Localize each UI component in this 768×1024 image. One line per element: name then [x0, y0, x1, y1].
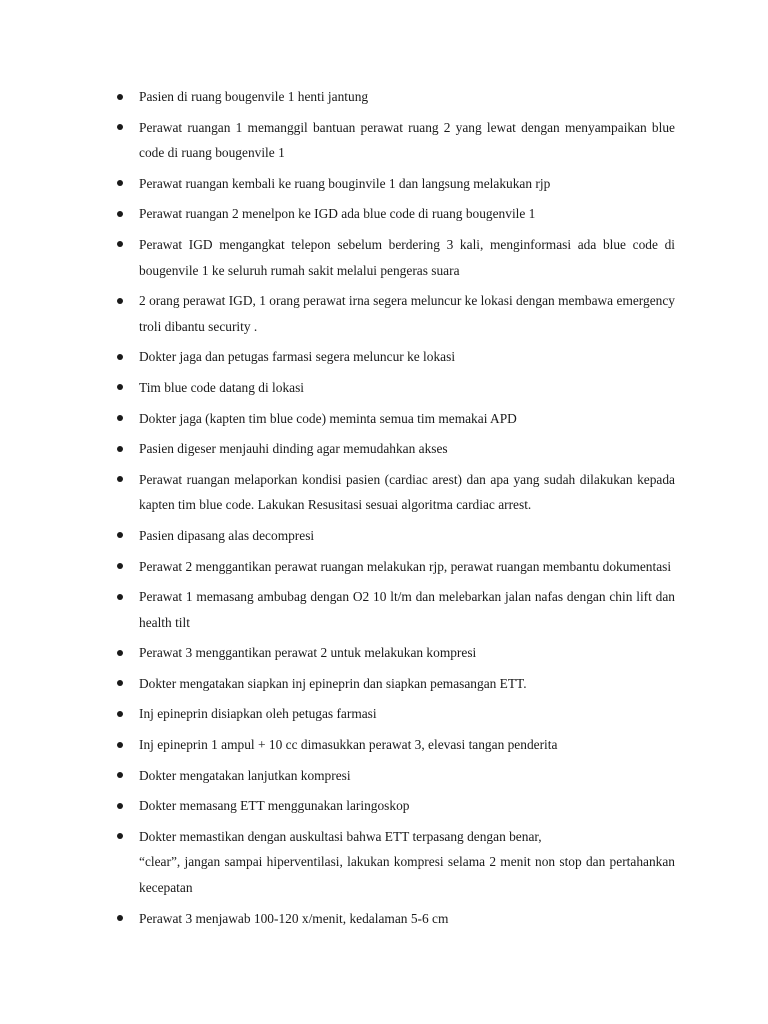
list-item-text: Dokter mengatakan siapkan inj epineprin dan siapkan pemasangan ETT.: [139, 675, 527, 691]
bullet-icon: [117, 354, 123, 360]
list-item: [117, 584, 675, 635]
list-item-text: Dokter mengatakan lanjutkan kompresi: [139, 767, 351, 783]
list-item-text: Dokter memastikan dengan auskultasi bahwa ETT terpasang dengan benar,: [139, 828, 542, 844]
list-item-text: Perawat 1 memasang ambubag dengan O2 10 lt/m dan melebarkan jalan nafas dengan chin lift dan health tilt: [139, 589, 675, 630]
list-item: [117, 115, 675, 166]
bullet-icon: [117, 563, 123, 569]
list-item-text: Perawat ruangan kembali ke ruang bouginvile 1 dan langsung melakukan rjp: [139, 175, 551, 191]
bullet-icon: [117, 180, 123, 186]
list-item: [117, 793, 675, 819]
bullet-list: [117, 84, 675, 936]
list-item-text: Perawat ruangan 1 memanggil bantuan perawat ruang 2 yang lewat dengan menyampaikan blue code di ruang bougenvile 1: [139, 119, 675, 161]
list-item: [117, 288, 675, 339]
list-item: [117, 701, 675, 727]
bullet-icon: [117, 124, 123, 130]
list-item-text: Dokter jaga (kapten tim blue code) meminta semua tim memakai APD: [139, 410, 517, 426]
list-item: [117, 640, 675, 666]
list-item: [117, 906, 675, 932]
bullet-icon: [117, 211, 123, 217]
bullet-icon: [117, 476, 123, 482]
list-item-continuation-text: “clear”, jangan sampai hiperventilasi, lakukan kompresi selama 2 menit non stop dan pertahankan kecepatan: [139, 854, 675, 896]
list-item: [117, 467, 675, 518]
bullet-icon: [117, 298, 123, 304]
list-item-text: Inj epineprin 1 ampul + 10 cc dimasukkan perawat 3, elevasi tangan penderita: [139, 737, 558, 753]
bullet-icon: [117, 833, 123, 839]
bullet-icon: [117, 711, 123, 717]
list-item-text: Perawat ruangan 2 menelpon ke IGD ada blue code di ruang bougenvile 1: [139, 206, 536, 222]
list-item-text: Perawat 3 menggantikan perawat 2 untuk melakukan kompresi: [139, 645, 477, 661]
list-item-text: Dokter memasang ETT menggunakan laringoskop: [139, 798, 410, 814]
bullet-icon: [117, 446, 123, 452]
list-item: [117, 763, 675, 789]
list-item-text: Pasien dipasang alas decompresi: [139, 527, 315, 543]
bullet-icon: [117, 772, 123, 778]
list-item-text: Inj epineprin disiapkan oleh petugas farmasi: [139, 706, 377, 722]
list-item-text: Dokter jaga dan petugas farmasi segera meluncur ke lokasi: [139, 349, 456, 365]
bullet-icon: [117, 650, 123, 656]
list-item-text: 2 orang perawat IGD, 1 orang perawat irna segera meluncur ke lokasi dengan membawa emergency troli dibantu security .: [139, 293, 675, 334]
list-item: [117, 554, 675, 580]
bullet-icon: [117, 680, 123, 686]
list-item-text: Perawat 2 menggantikan perawat ruangan melakukan rjp, perawat ruangan membantu dokumentasi: [139, 558, 672, 574]
list-item: [117, 824, 675, 901]
list-item: [117, 84, 675, 110]
list-item: [117, 344, 675, 370]
list-item: [117, 436, 675, 462]
list-item: [117, 523, 675, 549]
bullet-icon: [117, 532, 123, 538]
list-item: [117, 732, 675, 758]
list-item-text: Perawat ruangan melaporkan kondisi pasien (cardiac arest) dan apa yang sudah dilakukan kepada kapten tim blue code. Lakukan Resusitasi sesuai algoritma cardiac arrest.: [139, 471, 675, 513]
list-item-text: Pasien di ruang bougenvile 1 henti jantung: [139, 89, 369, 104]
bullet-icon: [117, 384, 123, 390]
list-item: [117, 375, 675, 401]
bullet-icon: [117, 803, 123, 809]
bullet-icon: [117, 915, 123, 921]
list-item-text: Tim blue code datang di lokasi: [139, 379, 305, 395]
bullet-icon: [117, 415, 123, 421]
bullet-icon: [117, 594, 123, 600]
list-item-text: Pasien digeser menjauhi dinding agar memudahkan akses: [139, 441, 448, 457]
list-item: [117, 171, 675, 197]
list-item-text: Perawat IGD mengangkat telepon sebelum berdering 3 kali, menginformasi ada blue code di bougenvile 1 ke seluruh rumah sakit melalui pengeras suara: [139, 236, 675, 278]
list-item-text: Perawat 3 menjawab 100-120 x/menit, kedalaman 5-6 cm: [139, 910, 449, 926]
bullet-icon: [117, 241, 123, 247]
list-item: [117, 406, 675, 432]
list-item: [117, 201, 675, 227]
bullet-icon: [117, 94, 123, 100]
bullet-icon: [117, 742, 123, 748]
list-item: [117, 232, 675, 283]
list-item: [117, 671, 675, 697]
